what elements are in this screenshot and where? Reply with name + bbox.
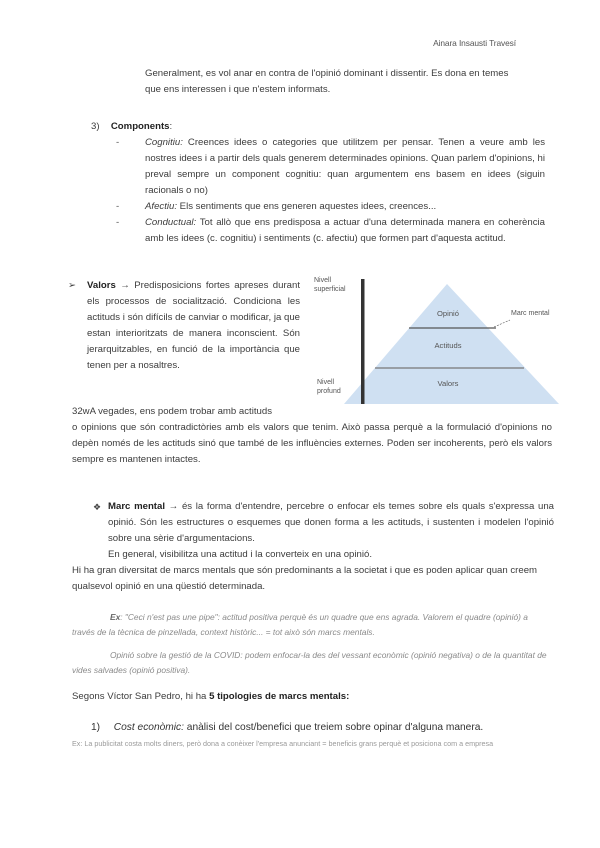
author-name: Ainara Insausti Travesí <box>433 38 516 48</box>
dash-marker: - <box>116 217 120 228</box>
contradiction-paragraph <box>72 404 552 468</box>
marc-mental-title: Marc mental <box>108 501 165 512</box>
bottom-level-label: Nivell profund <box>317 379 341 395</box>
valors-paragraph: Valors → Predisposicions fortes apreses durant els processos de socialització. Condiciona les actituds i són difícils de canviar o modificar, ja que estan interioritzats de manera inconscient. Són jerarquitzables, en funció de la importància que tenen per a nosaltres. <box>87 280 300 371</box>
list-item-cognitiu: - Cognitiu: Creences idees o categories que utilitzem per pensar. Tenen a veure amb les nostres idees i a partir dels quals generem determinades opinions. Quan parlem d'opinions, hi preval sempre un component cognitiu: quan argumentem ens basem en idees (siguin racionals o no) <box>116 137 545 196</box>
term-cognitiu: Cognitiu: <box>145 137 183 148</box>
components-title: Components <box>110 121 170 132</box>
top-level-label: Nivell superficial <box>314 277 346 293</box>
marc-mental-pointer <box>494 320 510 327</box>
intro-line-1: Generalment, es vol anar en contra de l'opinió dominant i dissentir. Es dona en temes <box>145 68 509 79</box>
list-item-conductual: - Conductual: Tot allò que ens predisposa a actuar d'una determinada manera en coherència amb les idees (c. cognitiu) i sentiments (c. afectiu) que formen part d'aquesta actitud. <box>116 217 545 244</box>
contradiction-line-1: 32wA vegades, ens podem trobar amb actituds <box>72 406 272 417</box>
list-item-afectiu: - Afectiu: Els sentiments que ens generen aquestes idees, creences... <box>145 199 545 215</box>
layer-actituds: Actituds <box>434 341 462 350</box>
term-afectiu: Afectiu: <box>145 201 177 212</box>
example-label: Ex <box>110 612 121 622</box>
arrowhead-bullet-icon: ➢ <box>68 280 77 291</box>
dash-marker: - <box>116 201 120 212</box>
example-pipe: Ex: "Ceci n'est pas une pipe": actitud positiva perquè és un quadre que ens agrada. Valorem el quadre (opinió) a través de la tècnica de pinzellada, context històric... = tot això són marcs mentals. <box>72 612 528 637</box>
components-heading: 3) Components: <box>91 121 173 132</box>
dash-marker: - <box>116 137 120 148</box>
diversity-paragraph: Hi ha gran diversitat de marcs mentals que són predominants a la societat i que es poden aplicar quan creem qualsevol opinió en una qüestió determinada. <box>72 565 538 592</box>
marc-mental-summary: En general, visibilitza una actitud i la converteix en una opinió. <box>108 549 372 560</box>
diamond-bullet-icon: ❖ <box>93 502 102 512</box>
pyramid-diagram <box>300 268 590 408</box>
typology-1-example: Ex: La publicitat costa molts diners, però dona a conèixer l'empresa anunciant = beneficis grans perquè et posiciona com a empresa <box>72 739 494 748</box>
list-number: 3) <box>91 121 100 132</box>
layer-valors: Valors <box>437 379 459 388</box>
list-number: 1) <box>91 722 101 733</box>
valors-title: Valors <box>87 280 116 291</box>
term-cost-economic: Cost econòmic: <box>113 722 184 733</box>
layer-opinio: Opinió <box>437 309 459 318</box>
term-conductual: Conductual: <box>145 217 197 228</box>
marc-mental-paragraph: Marc mental → és la forma d'entendre, percebre o enfocar els temes sobre els quals s'expressa una opinió. Són les estructures o esquemes que donen forma a les actituds, i sustenten i modelen l'opinió sobre una sèrie d'argumentacions. En general, visibilitza una actitud i la converteix en una opinió. <box>108 499 554 563</box>
marc-mental-label: Marc mental <box>511 310 550 317</box>
typologies-count: 5 tipologies de marcs mentals: <box>209 691 350 702</box>
intro-line-2: que ens interessen i que n'estem informats. <box>145 84 331 95</box>
contradiction-rest: o opinions que són contradictòries amb els valors que tenim. Això passa perquè a la formulació d'opinions no depèn només de les actituds sinó que també de les influències externes. Poden ser incoherents, però els valors sempre es mantenen intactes. <box>72 422 552 465</box>
intro-paragraph <box>145 66 545 98</box>
depth-axis-bar <box>361 279 365 404</box>
typology-item-1: 1) Cost econòmic: anàlisi del cost/benefici que treiem sobre opinar d'alguna manera. <box>91 722 484 733</box>
example-covid: Opinió sobre la gestió de la COVID: podem enfocar-la des del vessant econòmic (opinió negativa) o de la quantitat de vides salvades (opinió positiva). <box>72 650 547 675</box>
components-list <box>116 135 545 247</box>
typologies-intro: Segons Víctor San Pedro, hi ha 5 tipologies de marcs mentals: <box>72 691 350 702</box>
